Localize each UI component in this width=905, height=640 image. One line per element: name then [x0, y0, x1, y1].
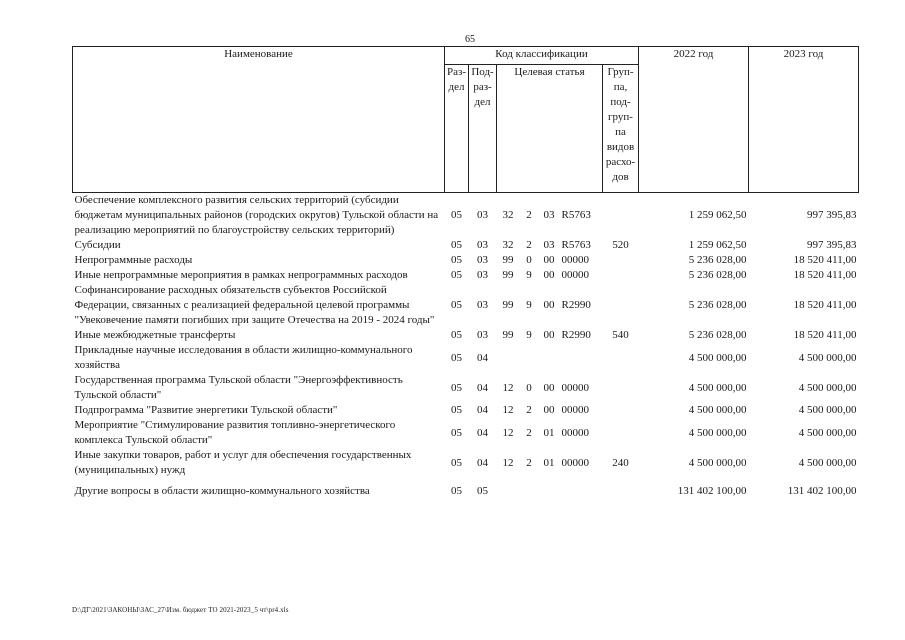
- table-row: [73, 238, 859, 253]
- row-target-event: 01: [543, 456, 555, 469]
- row-section: 05: [451, 209, 462, 221]
- row-target-subprogram: 0: [526, 381, 532, 394]
- table-row: [73, 283, 859, 328]
- row-amount-2023: 18 520 411,00: [793, 254, 857, 266]
- row-section: 05: [451, 269, 462, 281]
- row-target-event: 00: [543, 329, 555, 341]
- row-expense-group: [603, 403, 639, 418]
- row-name: Непрограммные расходы: [74, 254, 193, 266]
- budget-table: [72, 46, 859, 504]
- row-target-direction: R5763: [561, 209, 591, 221]
- table-row: [73, 448, 859, 478]
- row-amount-2023: 131 402 100,00: [787, 484, 857, 497]
- row-amount-2022: 4 500 000,00: [688, 381, 747, 394]
- row-expense-group: [603, 193, 639, 239]
- row-target-program: 12: [502, 456, 514, 469]
- row-subsection: 03: [477, 254, 489, 266]
- row-target-event: [539, 343, 560, 373]
- row-amount-2022: 131 402 100,00: [677, 484, 747, 497]
- header-target-item: Целевая статья: [497, 65, 603, 193]
- row-amount-2023: 18 520 411,00: [793, 269, 857, 281]
- row-target-program: [497, 478, 520, 504]
- row-subsection: 04: [477, 351, 489, 364]
- row-name: Иные закупки товаров, работ и услуг для обеспечения государственных (муниципальных) нужд: [74, 449, 412, 476]
- table-row: [73, 268, 859, 283]
- row-target-subprogram: 2: [526, 426, 532, 439]
- header-expense-group: Груп- па, под- груп- па видов расхо- дов: [603, 65, 639, 193]
- row-section: 05: [451, 426, 462, 439]
- row-section: 05: [451, 484, 462, 497]
- row-section: 05: [451, 351, 462, 364]
- row-expense-group: [603, 268, 639, 283]
- row-subsection: 04: [477, 456, 489, 469]
- row-expense-group: [603, 478, 639, 504]
- row-amount-2022: 5 236 028,00: [688, 269, 747, 281]
- row-subsection: 04: [477, 381, 489, 394]
- row-name: Подпрограмма "Развитие энергетики Тульской области": [74, 404, 338, 416]
- table-row: [73, 403, 859, 418]
- table-row: [73, 343, 859, 373]
- row-target-direction: R2990: [561, 329, 591, 341]
- row-subsection: 03: [477, 239, 489, 251]
- table-row: [73, 193, 859, 239]
- row-amount-2022: 4 500 000,00: [688, 456, 747, 469]
- row-target-subprogram: 9: [526, 329, 532, 341]
- row-target-program: 12: [502, 404, 514, 416]
- row-target-subprogram: 9: [526, 269, 532, 281]
- row-name: Прикладные научные исследования в области жилищно-коммунального хозяйства: [74, 344, 413, 371]
- row-section: 05: [451, 456, 462, 469]
- row-target-program: 12: [502, 426, 514, 439]
- row-section: 05: [451, 254, 462, 266]
- table-body: [73, 193, 859, 505]
- row-target-event: 03: [543, 209, 555, 221]
- row-target-subprogram: 0: [526, 254, 532, 266]
- row-target-program: 32: [502, 209, 514, 221]
- row-amount-2023: 4 500 000,00: [798, 381, 857, 394]
- row-target-direction: 00000: [561, 381, 590, 394]
- row-section: 05: [451, 381, 462, 394]
- row-target-direction: [560, 343, 603, 373]
- row-name: Государственная программа Тульской области "Энергоэффективность Тульской области": [74, 374, 403, 401]
- row-target-direction: 00000: [561, 269, 590, 281]
- row-target-event: 00: [543, 269, 555, 281]
- page-number: 65: [465, 34, 475, 45]
- footer-file-path: D:\ДГ\2021\ЗАКОНЫ\ЗАС_27\Изм. бюджет ТО 2021-2023_5 чт\pr4.xls: [72, 606, 289, 614]
- row-target-program: 99: [502, 299, 514, 311]
- row-target-subprogram: [520, 478, 539, 504]
- row-target-program: [497, 343, 520, 373]
- row-name: Мероприятие "Стимулирование развития топливно-энергетического комплекса Тульской области": [74, 419, 396, 446]
- row-target-subprogram: 2: [526, 456, 532, 469]
- row-amount-2023: 4 500 000,00: [798, 426, 857, 439]
- row-target-event: [539, 478, 560, 504]
- row-target-subprogram: [520, 343, 539, 373]
- row-target-direction: [560, 478, 603, 504]
- row-target-subprogram: 9: [526, 299, 532, 311]
- row-target-direction: 00000: [561, 254, 590, 266]
- header-name: Наименование: [73, 47, 445, 193]
- row-amount-2022: 5 236 028,00: [688, 254, 747, 266]
- row-target-program: 99: [502, 329, 514, 341]
- row-target-program: 99: [502, 254, 514, 266]
- row-expense-group: 520: [612, 239, 629, 251]
- row-target-direction: 00000: [561, 426, 590, 439]
- row-target-program: 12: [502, 381, 514, 394]
- row-amount-2022: 5 236 028,00: [688, 299, 747, 311]
- row-amount-2022: 5 236 028,00: [688, 329, 747, 341]
- row-subsection: 03: [477, 329, 489, 341]
- table-row: [73, 373, 859, 403]
- row-target-direction: 00000: [561, 456, 590, 469]
- table-header: [73, 47, 859, 193]
- row-amount-2023: 997 395,83: [807, 209, 857, 221]
- row-expense-group: [603, 253, 639, 268]
- row-target-program: 32: [502, 239, 514, 251]
- row-target-event: 00: [543, 254, 555, 266]
- row-amount-2023: 18 520 411,00: [793, 329, 857, 341]
- row-amount-2023: 18 520 411,00: [793, 299, 857, 311]
- row-name: Обеспечение комплексного развития сельских территорий (субсидии бюджетам муниципальных районов (городских округов) Тульской области на реализацию мероприятий по благоустройству сельских территорий): [74, 194, 439, 236]
- row-subsection: 05: [477, 484, 489, 497]
- row-amount-2023: 4 500 000,00: [798, 456, 857, 469]
- row-expense-group: [603, 343, 639, 373]
- header-subsection: Под- раз- дел: [469, 65, 497, 193]
- row-section: 05: [451, 329, 462, 341]
- header-code-group: Код классификации: [445, 47, 639, 65]
- table-row: [73, 253, 859, 268]
- row-target-subprogram: 2: [526, 239, 532, 251]
- row-target-direction: R5763: [561, 239, 591, 251]
- row-target-event: 03: [543, 239, 555, 251]
- row-expense-group: [603, 283, 639, 328]
- row-amount-2022: 4 500 000,00: [688, 426, 747, 439]
- row-amount-2022: 4 500 000,00: [688, 351, 747, 364]
- row-name: Софинансирование расходных обязательств субъектов Российской Федерации, связанных с реализацией федеральной целевой программы "Увековечение памяти погибших при защите Отечества на 2019 - 2024 годы": [74, 284, 435, 326]
- row-amount-2022: 1 259 062,50: [688, 209, 747, 221]
- row-target-event: 00: [543, 299, 555, 311]
- row-subsection: 03: [477, 299, 489, 311]
- row-name: Иные межбюджетные трансферты: [74, 329, 236, 341]
- row-amount-2023: 997 395,83: [807, 239, 857, 251]
- row-subsection: 04: [477, 426, 489, 439]
- row-name: Другие вопросы в области жилищно-коммунального хозяйства: [74, 484, 370, 497]
- row-name: Субсидии: [74, 239, 121, 251]
- header-year-2022: 2022 год: [639, 47, 749, 193]
- row-section: 05: [451, 299, 462, 311]
- table-row: [73, 418, 859, 448]
- row-target-event: 00: [543, 404, 555, 416]
- row-section: 05: [451, 404, 462, 416]
- row-target-subprogram: 2: [526, 404, 532, 416]
- row-amount-2023: 4 500 000,00: [798, 404, 857, 416]
- row-amount-2022: 1 259 062,50: [688, 239, 747, 251]
- row-subsection: 03: [477, 209, 489, 221]
- row-subsection: 03: [477, 269, 489, 281]
- row-expense-group: [603, 418, 639, 448]
- table-row: [73, 328, 859, 343]
- row-name: Иные непрограммные мероприятия в рамках непрограммных расходов: [74, 269, 408, 281]
- row-target-event: 00: [543, 381, 555, 394]
- row-target-event: 01: [543, 426, 555, 439]
- row-target-subprogram: 2: [526, 209, 532, 221]
- header-section: Раз- дел: [445, 65, 469, 193]
- row-target-direction: 00000: [561, 404, 590, 416]
- row-amount-2023: 4 500 000,00: [798, 351, 857, 364]
- row-expense-group: [603, 373, 639, 403]
- row-target-program: 99: [502, 269, 514, 281]
- row-subsection: 04: [477, 404, 489, 416]
- row-target-direction: R2990: [561, 299, 591, 311]
- row-expense-group: 240: [612, 456, 629, 469]
- row-amount-2022: 4 500 000,00: [688, 404, 747, 416]
- header-year-2023: 2023 год: [749, 47, 859, 193]
- table-row: [73, 478, 859, 504]
- row-expense-group: 540: [612, 329, 629, 341]
- row-section: 05: [451, 239, 462, 251]
